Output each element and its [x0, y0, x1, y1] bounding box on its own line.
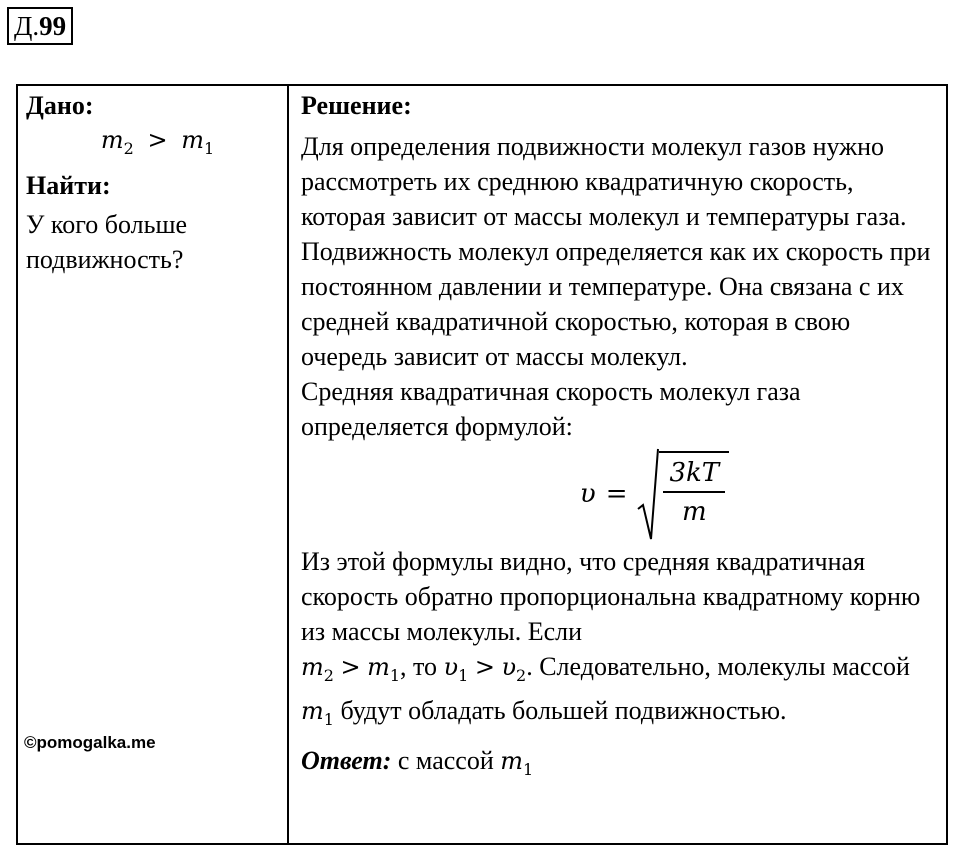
badge-prefix: Д.	[14, 11, 40, 41]
p3-text: Из этой формулы видно, что средняя квадратичная скорость обратно пропорциональна квадратному корню из массы молекулы. Если	[301, 547, 921, 646]
p3-v1: $\upsilon_1$	[443, 653, 469, 685]
p3-to: , то	[400, 652, 438, 681]
p3-end: . Следовательно, молекулы массой	[526, 652, 910, 681]
answer-line	[301, 743, 938, 787]
rms-speed-formula	[371, 444, 938, 544]
badge-number: 99	[39, 11, 67, 41]
p3-gt-2: >	[474, 653, 495, 681]
radical-icon	[637, 447, 659, 541]
cond-lhs: m	[100, 126, 124, 154]
cond-op: >	[147, 126, 168, 154]
given-condition	[26, 123, 279, 166]
p3-m2: $m_2$	[301, 653, 334, 685]
formula-numerator: 3kT	[663, 453, 725, 493]
problem-number-badge	[7, 7, 73, 45]
solution-column	[288, 85, 947, 844]
task-table	[16, 84, 948, 845]
p3-tail: будут обладать большей подвижностью.	[340, 695, 787, 725]
answer-mass: $m_1$	[500, 746, 534, 779]
solution-paragraph-2: Средняя квадратичная скорость молекул газа определяется формулой:	[301, 377, 801, 441]
find-heading: Найти:	[26, 170, 111, 200]
given-heading: Дано:	[26, 91, 94, 120]
formula-lhs: υ	[579, 478, 596, 509]
formula-fraction	[659, 451, 729, 541]
cond-lhs-sub: 2	[123, 138, 134, 158]
find-question: У кого больше подвижность?	[26, 209, 188, 274]
solution-heading: Решение:	[301, 91, 412, 120]
p3-m1: $m_1$	[367, 653, 401, 685]
formula-denominator: m	[681, 497, 707, 527]
solution-paragraph-1: Для определения подвижности молекул газов нужно рассмотреть их среднюю квадратичную скорость, которая зависит от массы молекул и температуры газа. Подвижность молекул определяется как их скорость при постоянном давлении и температуре. Она связана с их средней квадратичной скоростью, которая в свою очередь зависит от массы молекул.	[301, 132, 931, 371]
p3-gt: >	[340, 653, 361, 681]
solution-paragraph-3	[301, 544, 938, 737]
answer-label: Ответ:	[301, 745, 392, 775]
cond-rhs: m	[181, 126, 204, 154]
answer-text: с массой	[397, 745, 494, 775]
cond-rhs-sub: 1	[203, 138, 215, 158]
sqrt-sign	[637, 447, 729, 541]
watermark: ©pomogalka.me	[24, 733, 156, 752]
p3-v2: $\upsilon_2$	[501, 653, 527, 685]
p3-m1-b: $m_1$	[301, 696, 334, 729]
given-column	[17, 85, 288, 844]
formula-eq: =	[605, 478, 628, 509]
